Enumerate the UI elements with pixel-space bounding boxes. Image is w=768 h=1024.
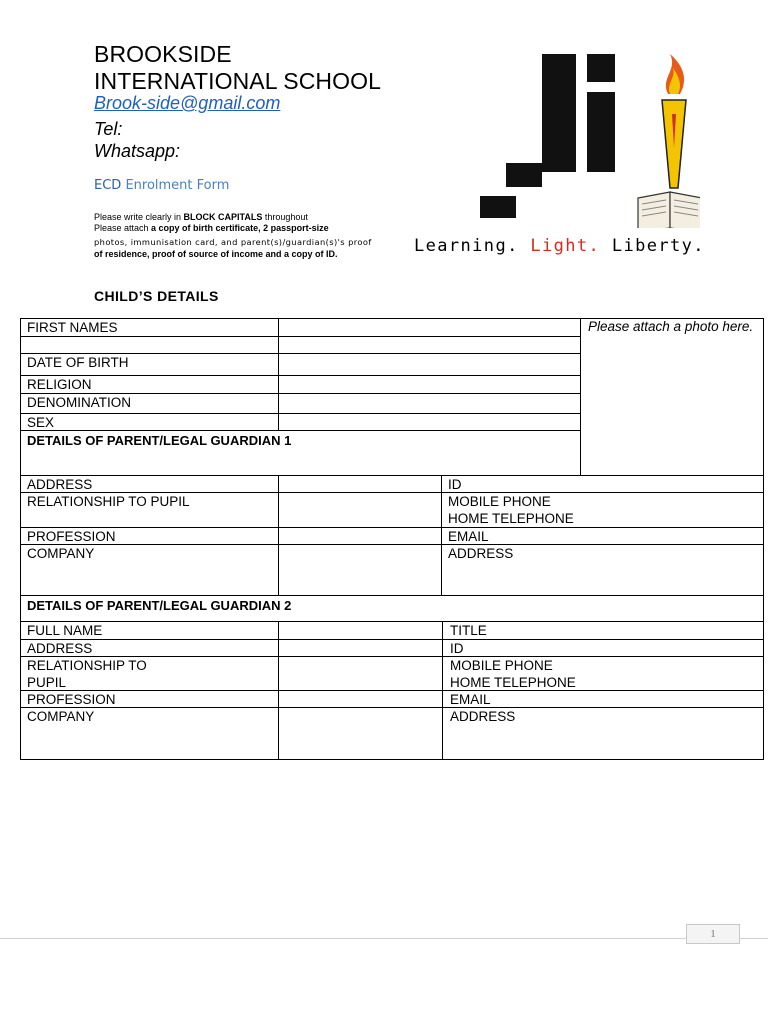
label-denomination: DENOMINATION [27, 395, 131, 410]
instr2-bold: a copy of birth certificate, 2 passport-size [151, 223, 329, 233]
page-number: 1 [686, 924, 740, 944]
g2-label-company: COMPANY [27, 709, 95, 724]
g2-label-relationship-1: RELATIONSHIP TO [27, 658, 147, 673]
g1-label-profession: PROFESSION [27, 529, 116, 544]
childs-details-heading: CHILD’S DETAILS [94, 288, 219, 304]
g2-label-profession: PROFESSION [27, 692, 116, 707]
school-email-link[interactable]: Brook-side@gmail.com [94, 93, 281, 113]
tel-label: Tel: [94, 119, 123, 139]
form-title [94, 178, 229, 193]
footer-rule [0, 938, 768, 939]
g1-label-mobile: MOBILE PHONE [448, 494, 551, 509]
guardian1-heading: DETAILS OF PARENT/LEGAL GUARDIAN 1 [27, 433, 292, 448]
logo-block-top [587, 54, 615, 82]
tagline-liberty: Liberty. [611, 236, 705, 256]
label-date-of-birth: DATE OF BIRTH [27, 355, 129, 370]
instr1-bold: BLOCK CAPITALS [183, 212, 263, 222]
g1-label-company-address: ADDRESS [448, 546, 514, 561]
form-title-prefix: ECD [94, 178, 122, 193]
logo-step-upper [506, 163, 542, 187]
g1-label-address: ADDRESS [27, 477, 93, 492]
label-sex: SEX [27, 415, 55, 430]
tagline-learning: Learning. [414, 236, 519, 256]
label-first-names: FIRST NAMES [27, 320, 118, 335]
school-name-line2: INTERNATIONAL SCHOOL [94, 68, 381, 94]
photo-attach-note[interactable]: Please attach a photo here. [588, 319, 754, 334]
g2-label-email: EMAIL [450, 692, 491, 707]
logo-tagline [414, 236, 705, 256]
guardian2-heading: DETAILS OF PARENT/LEGAL GUARDIAN 2 [27, 598, 292, 613]
g1-label-relationship: RELATIONSHIP TO PUPIL [27, 494, 190, 509]
form-title-rest: Enrolment Form [121, 178, 230, 193]
g2-label-title: TITLE [450, 623, 487, 638]
g2-label-company-address: ADDRESS [450, 709, 516, 724]
logo-bar-mid [587, 92, 615, 172]
instruction-line-1 [94, 212, 308, 223]
logo-bar-tall [542, 54, 576, 172]
instruction-line-2 [94, 223, 329, 234]
g1-label-id: ID [448, 477, 462, 492]
g1-label-home-tel: HOME TELEPHONE [448, 511, 574, 526]
g2-label-relationship-2: PUPIL [27, 675, 67, 690]
whatsapp-label: Whatsapp: [94, 141, 181, 161]
g2-label-address: ADDRESS [27, 641, 93, 656]
g1-label-email: EMAIL [448, 529, 489, 544]
instr1-pre: Please write clearly in [94, 212, 184, 222]
logo-step-lower [480, 196, 516, 218]
instruction-line-3: photos, immunisation card, and parent(s)/guardian(s)'s proof [94, 237, 372, 247]
g2-label-mobile: MOBILE PHONE [450, 658, 553, 673]
instr2-pre: Please attach [94, 223, 152, 233]
instruction-line-4: of residence, proof of source of income and a copy of ID. [94, 249, 338, 259]
school-name-line1: BROOKSIDE [94, 41, 232, 67]
school-logo-icon [470, 48, 700, 228]
g1-label-company: COMPANY [27, 546, 95, 561]
g2-label-full-name: FULL NAME [27, 623, 103, 638]
instr1-post: throughout [262, 212, 308, 222]
tagline-light: Light. [530, 236, 601, 256]
g2-label-home-tel: HOME TELEPHONE [450, 675, 576, 690]
g2-label-id: ID [450, 641, 464, 656]
label-religion: RELIGION [27, 377, 92, 392]
